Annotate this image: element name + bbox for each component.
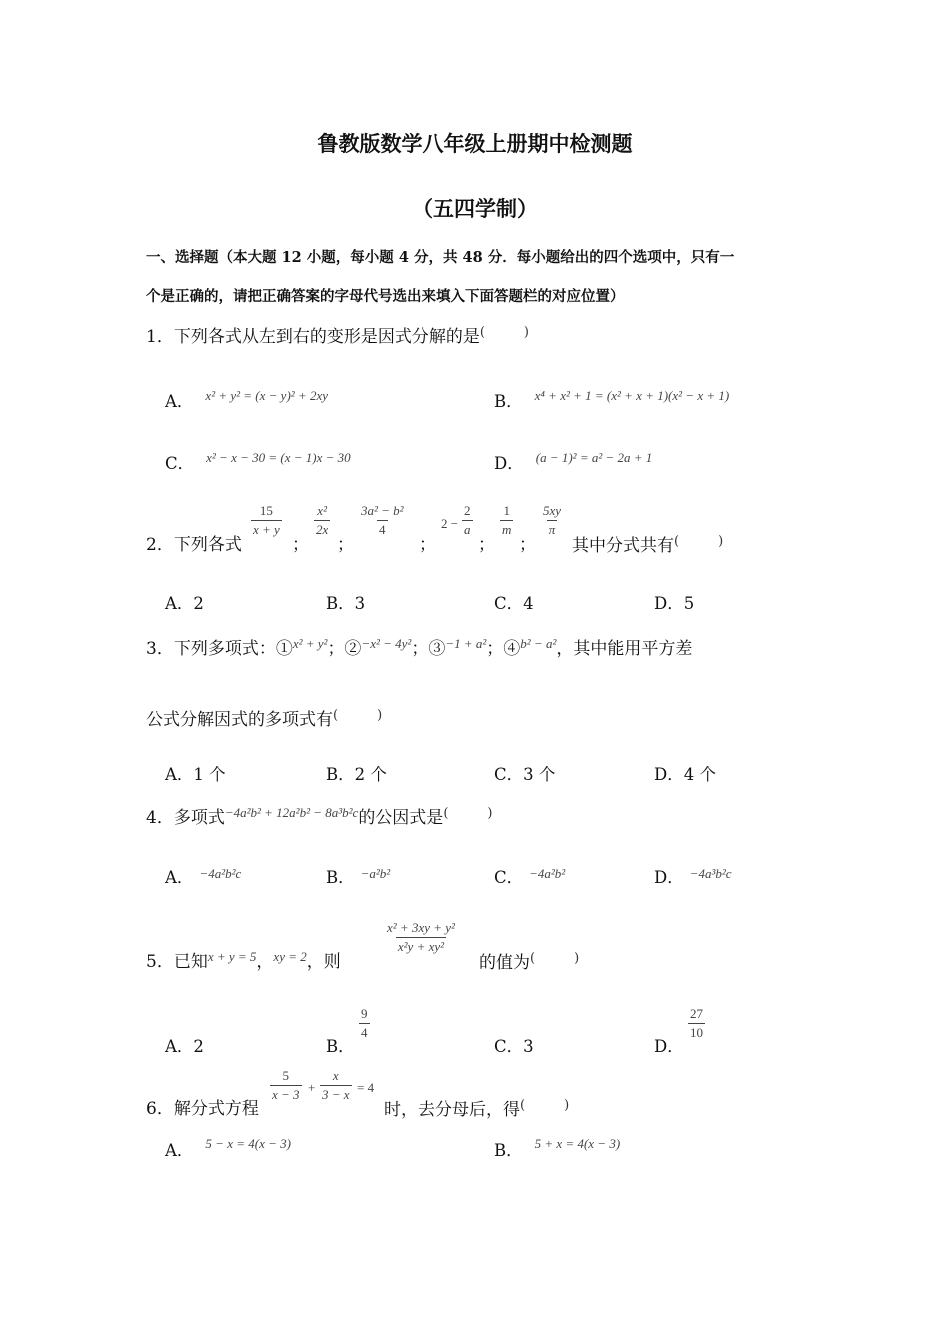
q6-option-b-expr: 5 + x = 4(x − 3) xyxy=(534,1136,621,1151)
q5-expr-2: xy = 2 xyxy=(273,949,307,964)
q2-option-d: D．5 xyxy=(654,594,695,613)
q2-sep-5: ； xyxy=(519,535,536,555)
q3-sep-2: ；② xyxy=(327,639,362,659)
q2-f6-num: 5xy xyxy=(543,503,562,518)
q2-option-b: B．3 xyxy=(326,594,366,613)
q4-expr: −4a²b² + 12a²b² − 8a³b²c xyxy=(224,805,359,820)
q2-f5-num: 1 xyxy=(503,503,510,518)
q3-sep-3: ；③ xyxy=(411,639,446,659)
page-title: 鲁教版数学八年级上册期中检测题 xyxy=(317,131,633,156)
q2-option-a: A．2 xyxy=(165,594,204,613)
q3-option-b: B．2 个 xyxy=(326,765,387,784)
q2-tail xyxy=(572,530,723,556)
q5-option-a: A．2 xyxy=(165,1037,204,1056)
q5-stem-text: 5．已知 xyxy=(146,952,208,972)
q2-f4-num: 2 xyxy=(464,503,471,518)
q6-option-b-label: B． xyxy=(494,1141,523,1160)
q5-frac-num: x² + 3xy + y² xyxy=(387,920,455,935)
q3-tail: ，其中能用平方差 xyxy=(556,639,693,659)
q2-sep-1: ； xyxy=(292,535,309,555)
q2-f6-den: π xyxy=(548,522,556,537)
q3-option-d: D．4 个 xyxy=(654,765,716,784)
q6-stem: 6．解分式方程 xyxy=(146,1099,259,1119)
q6-answer-paren: ( ) xyxy=(520,1098,570,1113)
q5-then: ，则 xyxy=(306,952,341,972)
q4-option-c-expr: −4a²b² xyxy=(529,866,566,881)
q6-f2-num: x xyxy=(332,1068,339,1083)
q5-option-c: C．3 xyxy=(494,1037,534,1056)
q3-expr-3: −1 + a² xyxy=(445,636,487,651)
q2-f1-num: 15 xyxy=(259,503,273,518)
q6-tail xyxy=(384,1094,569,1120)
q4-option-b xyxy=(326,864,390,888)
q1-stem-text: 1．下列各式从左到右的变形是因式分解的是 xyxy=(146,327,480,347)
q1-option-a-label: A． xyxy=(165,392,194,411)
q2-stem: 2．下列各式 xyxy=(146,535,242,555)
q3-option-c: C．3 个 xyxy=(494,765,556,784)
q5-option-b-fraction xyxy=(359,1006,370,1041)
q1-option-c-expr: x² − x − 30 = (x − 1)x − 30 xyxy=(206,450,351,465)
q6-tail-text: 时，去分母后，得 xyxy=(384,1100,520,1120)
q6-option-b xyxy=(494,1136,620,1161)
q4-option-d-label: D． xyxy=(654,868,684,887)
q5-tail-text: 的值为 xyxy=(479,953,530,973)
q2-fraction-2 xyxy=(314,503,330,538)
q1-option-d-label: D． xyxy=(494,454,524,473)
q5-d-num: 27 xyxy=(690,1006,703,1021)
q4-answer-paren: ( ) xyxy=(443,806,493,821)
q6-option-a xyxy=(165,1136,291,1161)
q2-fraction-1 xyxy=(251,503,282,538)
q3-option-a: A．1 个 xyxy=(165,765,226,784)
q4-option-a xyxy=(165,864,241,888)
q4-option-b-expr: −a²b² xyxy=(360,866,391,881)
q2-fraction-3 xyxy=(359,503,406,538)
q5-b-num: 9 xyxy=(361,1006,368,1021)
q2-f4-den: a xyxy=(464,522,471,537)
q3-sep-4: ；④ xyxy=(486,639,521,659)
q4-option-d xyxy=(654,864,732,888)
q6-fraction-2 xyxy=(320,1068,352,1103)
q2-fraction-6 xyxy=(541,503,563,538)
q2-tail-text: 其中分式共有 xyxy=(572,536,674,556)
q2-f4-prefix: 2 − xyxy=(441,516,459,531)
q1-stem xyxy=(146,321,529,347)
q2-f1-den: x + y xyxy=(253,522,280,537)
q2-sep-2: ； xyxy=(337,535,354,555)
q3-expr-4: b² − a² xyxy=(520,636,557,651)
q2-f3-num: 3a² − b² xyxy=(361,503,404,518)
q2-f2-num: x² xyxy=(317,503,327,518)
q4-option-a-expr: −4a²b²c xyxy=(199,866,242,881)
q2-sep-3: ； xyxy=(419,535,436,555)
section-heading-line2: 个是正确的，请把正确答案的字母代号选出来填入下面答题栏的对应位置） xyxy=(146,288,625,305)
q1-option-c xyxy=(165,450,351,474)
q5-comma: ， xyxy=(256,952,274,972)
q2-option-c: C．4 xyxy=(494,594,534,613)
q5-option-d-fraction xyxy=(688,1006,705,1041)
section-heading-line1: 一、选择题（本大题 12 小题，每小题 4 分，共 48 分．每小题给出的四个选项中，只有一 xyxy=(146,249,735,266)
q5-b-den: 4 xyxy=(361,1025,368,1040)
q5-option-d-label: D． xyxy=(654,1037,684,1056)
q6-f2-den: 3 − x xyxy=(322,1087,350,1102)
q5-frac-den: x²y + xy² xyxy=(397,939,445,954)
q2-fraction-4 xyxy=(462,503,473,538)
q1-option-d xyxy=(494,450,652,474)
q3-expr-1: x² + y² xyxy=(292,636,328,651)
q1-option-b xyxy=(494,388,729,412)
q1-answer-paren: ( ) xyxy=(479,325,529,340)
q3-stem-line1 xyxy=(146,634,692,659)
q6-option-a-expr: 5 − x = 4(x − 3) xyxy=(205,1136,291,1151)
q3-answer-paren: ( ) xyxy=(333,708,383,723)
q4-tail: 的公因式是 xyxy=(358,808,444,828)
q3-expr-2: −x² − 4y² xyxy=(361,636,412,651)
q1-option-c-label: C． xyxy=(165,454,195,473)
q2-f5-den: m xyxy=(502,522,512,537)
q6-f1-num: 5 xyxy=(282,1068,290,1083)
q5-tail xyxy=(479,947,579,973)
q2-sep-4: ； xyxy=(478,535,495,555)
q6-equals: = 4 xyxy=(357,1080,375,1095)
q5-expr-1: x + y = 5 xyxy=(207,949,257,964)
q1-option-b-label: B． xyxy=(494,392,523,411)
q6-fraction-1 xyxy=(270,1068,302,1103)
q3-stem2-text: 公式分解因式的多项式有 xyxy=(146,710,333,730)
page-subtitle: （五四学制） xyxy=(412,196,538,221)
q4-stem xyxy=(146,802,492,828)
q1-option-d-expr: (a − 1)² = a² − 2a + 1 xyxy=(535,450,653,465)
q4-option-c-label: C． xyxy=(494,868,524,887)
q6-option-a-label: A． xyxy=(165,1141,194,1160)
q5-d-den: 10 xyxy=(690,1025,703,1040)
q6-plus: + xyxy=(308,1080,316,1095)
q3-stem-text: 3．下列多项式：① xyxy=(146,639,293,659)
q5-option-b-label: B． xyxy=(326,1037,355,1056)
q5-answer-paren: ( ) xyxy=(530,951,580,966)
q4-option-c xyxy=(494,864,565,888)
q3-stem-line2 xyxy=(146,704,382,730)
q4-option-b-label: B． xyxy=(326,868,355,887)
q2-answer-paren: ( ) xyxy=(674,534,724,549)
q5-fraction xyxy=(385,920,457,955)
q1-option-b-expr: x⁴ + x² + 1 = (x² + x + 1)(x² − x + 1) xyxy=(534,388,730,403)
q4-option-a-label: A． xyxy=(165,868,194,887)
q2-fraction-5 xyxy=(500,503,513,538)
q6-f1-den: x − 3 xyxy=(272,1087,300,1102)
q2-f3-den: 4 xyxy=(379,522,386,537)
q4-stem-text: 4．多项式 xyxy=(146,808,225,828)
q2-f2-den: 2x xyxy=(316,522,329,537)
q1-option-a-expr: x² + y² = (x − y)² + 2xy xyxy=(205,388,328,403)
q4-option-d-expr: −4a³b²c xyxy=(689,866,732,881)
q5-stem-left xyxy=(146,947,341,972)
q1-option-a xyxy=(165,388,328,412)
